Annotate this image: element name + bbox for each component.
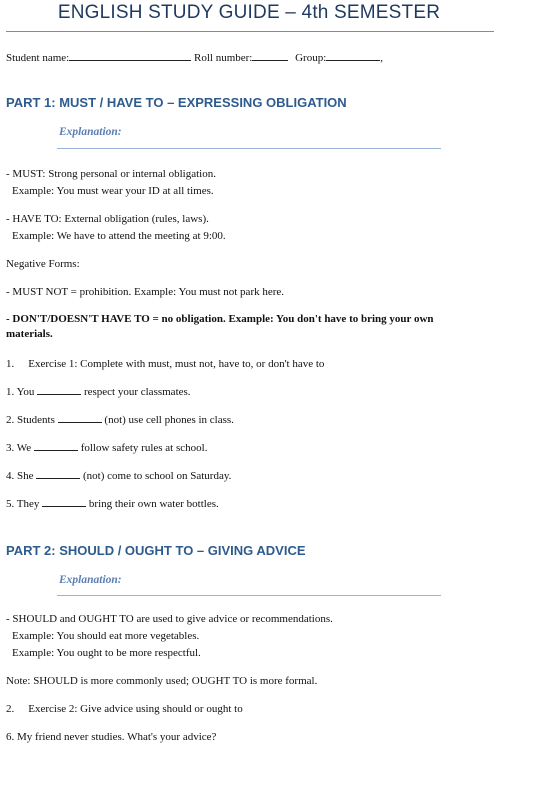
roll-number-label: Roll number:	[194, 52, 253, 64]
group-end-mark: ,	[380, 52, 384, 64]
item-prefix: 4. She	[6, 470, 34, 482]
item-prefix: 5. They	[6, 498, 40, 510]
item-prefix: 2. Students	[6, 414, 55, 426]
answer-blank[interactable]	[37, 385, 81, 395]
dont-have-to-definition: - DON'T/DOESN'T HAVE TO = no obligation. Example: You don't have to bring your own materials.	[6, 313, 434, 340]
have-to-definition: - HAVE TO: External obligation (rules, laws).	[6, 213, 209, 225]
answer-blank[interactable]	[42, 497, 86, 507]
group-label: Group:	[295, 52, 327, 64]
exercise2-number: 2.	[6, 703, 15, 715]
student-name-label: Student name:	[6, 52, 70, 64]
negative-forms-label: Negative Forms:	[6, 258, 80, 270]
must-example: Example: You must wear your ID at all times.	[12, 185, 214, 197]
page-title: ENGLISH STUDY GUIDE – 4th SEMESTER	[57, 2, 441, 23]
exercise1-number: 1.	[6, 358, 15, 370]
exercise-item	[6, 441, 207, 455]
answer-blank[interactable]	[36, 469, 80, 479]
item-suffix: (not) use cell phones in class.	[104, 414, 234, 426]
exercise-item	[6, 413, 234, 427]
ought-to-example: Example: You ought to be more respectful.	[12, 647, 201, 659]
item-suffix: (not) come to school on Saturday.	[83, 470, 232, 482]
part1-explanation-label: Explanation:	[59, 126, 122, 138]
answer-blank[interactable]	[58, 413, 102, 423]
part2-explanation-label: Explanation:	[59, 574, 122, 586]
must-definition: - MUST: Strong personal or internal obligation.	[6, 168, 216, 180]
exercise1-title-row	[6, 357, 324, 371]
part1-heading: PART 1: MUST / HAVE TO – EXPRESSING OBLIGATION	[6, 95, 347, 110]
item-suffix: respect your classmates.	[83, 386, 191, 398]
group-field[interactable]	[326, 51, 380, 61]
item-suffix: bring their own water bottles.	[88, 498, 219, 510]
have-to-example: Example: We have to attend the meeting at 9:00.	[12, 230, 226, 242]
must-not-definition: - MUST NOT = prohibition. Example: You must not park here.	[6, 286, 285, 298]
item-prefix: 1. You	[6, 386, 35, 398]
part1-explanation-divider	[57, 148, 441, 149]
usage-note: Note: SHOULD is more commonly used; OUGHT TO is more formal.	[6, 675, 318, 687]
exercise-item	[6, 385, 191, 399]
title-divider	[6, 31, 494, 32]
should-definition: - SHOULD and OUGHT TO are used to give advice or recommendations.	[6, 613, 333, 625]
exercise1-title: Exercise 1: Complete with must, must not, have to, or don't have to	[28, 358, 325, 370]
student-info-row	[6, 51, 383, 64]
part2-heading: PART 2: SHOULD / OUGHT TO – GIVING ADVICE	[6, 543, 306, 558]
exercise-item	[6, 469, 231, 483]
should-example: Example: You should eat more vegetables.	[12, 630, 200, 642]
item-prefix: 3. We	[6, 442, 32, 454]
exercise2-title: Exercise 2: Give advice using should or ought to	[28, 703, 243, 715]
exercise2-title-row	[6, 702, 243, 716]
exercise-item	[6, 497, 219, 511]
student-name-field[interactable]	[69, 51, 191, 61]
exercise2-question: 6. My friend never studies. What's your advice?	[6, 731, 217, 743]
answer-blank[interactable]	[34, 441, 78, 451]
roll-number-field[interactable]	[252, 51, 288, 61]
item-suffix: follow safety rules at school.	[80, 442, 208, 454]
part2-explanation-divider	[57, 595, 441, 596]
